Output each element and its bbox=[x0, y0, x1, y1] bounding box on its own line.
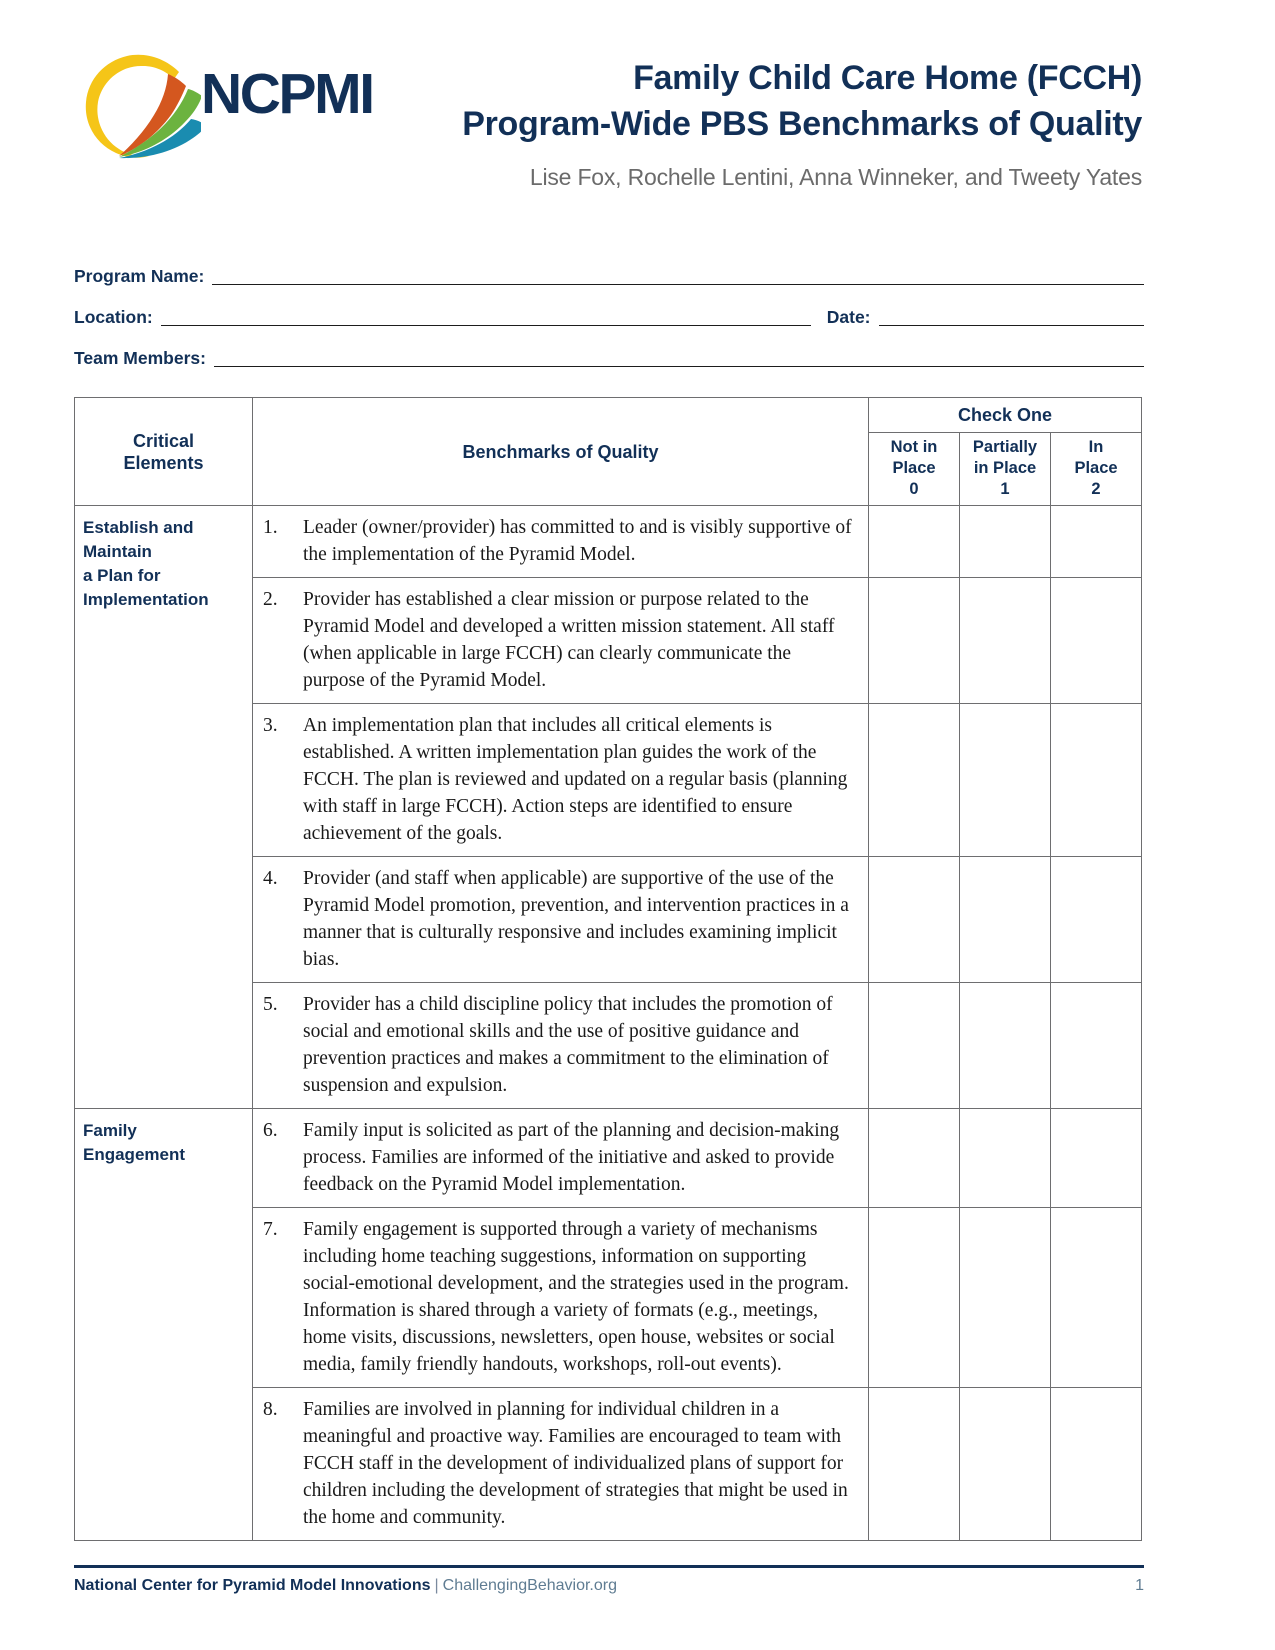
checkbox-not-in-place[interactable] bbox=[869, 1388, 960, 1541]
location-label: Location: bbox=[74, 307, 153, 327]
benchmark-number: 1. bbox=[263, 517, 278, 538]
header-critical-elements-line2: Elements bbox=[123, 452, 204, 473]
team-members-row bbox=[74, 330, 1144, 371]
checkbox-in-place[interactable] bbox=[1051, 1388, 1142, 1541]
date-input[interactable] bbox=[879, 324, 1144, 326]
header-partially-in-place-score: 1 bbox=[1000, 480, 1010, 498]
footer-separator: | bbox=[434, 1577, 439, 1594]
table-head bbox=[75, 398, 1142, 506]
checkbox-not-in-place[interactable] bbox=[869, 857, 960, 983]
benchmark-text: Family input is solicited as part of the planning and decision-making process. Families are informed of the initiative and asked to provide feedback on the Pyramid Model implementation. bbox=[303, 1120, 840, 1195]
element-line-2: Maintain bbox=[83, 542, 152, 561]
team-members-input[interactable] bbox=[214, 365, 1144, 367]
table-header-row-1 bbox=[75, 398, 1142, 433]
benchmark-cell bbox=[253, 704, 869, 857]
checkbox-in-place[interactable] bbox=[1051, 1109, 1142, 1208]
table-row bbox=[75, 1109, 1142, 1208]
title-line-1: Family Child Care Home (FCCH) bbox=[633, 59, 1142, 97]
header-partially-in-place bbox=[960, 433, 1051, 506]
table-row bbox=[75, 506, 1142, 578]
benchmark-text: Provider has established a clear mission or purpose related to the Pyramid Model and developed a written mission statement. All staff (when applicable in large FCCH) can clearly communicate the purpose of the Pyramid Model. bbox=[303, 589, 835, 691]
element-line-1: Family bbox=[83, 1121, 137, 1140]
team-members-label: Team Members: bbox=[74, 348, 206, 368]
header-check-one: Check One bbox=[869, 398, 1142, 433]
checkbox-partially-in-place[interactable] bbox=[960, 1208, 1051, 1388]
checkbox-not-in-place[interactable] bbox=[869, 983, 960, 1109]
header-partially-in-place-line2: in Place bbox=[973, 459, 1037, 477]
benchmark-cell bbox=[253, 506, 869, 578]
page-title bbox=[312, 55, 1142, 191]
benchmark-cell bbox=[253, 1208, 869, 1388]
title-line-2: Program-Wide PBS Benchmarks of Quality bbox=[462, 105, 1142, 143]
header-in-place-line2: Place bbox=[1074, 459, 1118, 477]
checkbox-partially-in-place[interactable] bbox=[960, 857, 1051, 983]
benchmark-cell bbox=[253, 1388, 869, 1541]
checkbox-in-place[interactable] bbox=[1051, 506, 1142, 578]
footer-credit bbox=[74, 1577, 617, 1595]
element-line-3: a Plan for bbox=[83, 566, 161, 585]
header-not-in-place-line1: Not in bbox=[890, 438, 938, 456]
ncpmi-logo-text: NCPMI bbox=[201, 62, 373, 126]
benchmark-text: Provider has a child discipline policy that includes the promotion of social and emotional skills and the use of positive guidance and prevention practices and makes a commitment to the elimination of suspension and expulsion. bbox=[303, 994, 833, 1096]
checkbox-partially-in-place[interactable] bbox=[960, 983, 1051, 1109]
header-in-place bbox=[1051, 433, 1142, 506]
header-benchmarks-of-quality: Benchmarks of Quality bbox=[253, 398, 869, 506]
checkbox-not-in-place[interactable] bbox=[869, 704, 960, 857]
element-establish-and-maintain bbox=[75, 506, 253, 1109]
authors-line: Lise Fox, Rochelle Lentini, Anna Winneker, and Tweety Yates bbox=[529, 164, 1142, 190]
location-input[interactable] bbox=[161, 324, 811, 326]
checkbox-partially-in-place[interactable] bbox=[960, 506, 1051, 578]
checkbox-in-place[interactable] bbox=[1051, 983, 1142, 1109]
program-name-input[interactable] bbox=[212, 283, 1144, 285]
element-family-engagement bbox=[75, 1109, 253, 1541]
benchmark-text: Families are involved in planning for individual children in a meaningful and proactive way. Families are encouraged to team with FCCH staff in the development of individualized plans of support for children including the development of strategies that might be used in the home and community. bbox=[303, 1399, 848, 1528]
checkbox-in-place[interactable] bbox=[1051, 578, 1142, 704]
checkbox-partially-in-place[interactable] bbox=[960, 1388, 1051, 1541]
benchmark-number: 3. bbox=[263, 715, 278, 736]
benchmark-number: 8. bbox=[263, 1399, 278, 1420]
header-critical-elements-line1: Critical bbox=[132, 430, 195, 451]
benchmark-text: Leader (owner/provider) has committed to and is visibly supportive of the implementation of the Pyramid Model. bbox=[303, 517, 852, 565]
header-in-place-line1: In bbox=[1088, 438, 1104, 456]
benchmark-cell bbox=[253, 578, 869, 704]
checkbox-not-in-place[interactable] bbox=[869, 578, 960, 704]
footer-page-number: 1 bbox=[1135, 1577, 1144, 1594]
benchmark-number: 7. bbox=[263, 1219, 278, 1240]
checkbox-not-in-place[interactable] bbox=[869, 506, 960, 578]
footer-website[interactable]: ChallengingBehavior.org bbox=[442, 1577, 617, 1594]
checkbox-in-place[interactable] bbox=[1051, 1208, 1142, 1388]
benchmark-number: 4. bbox=[263, 868, 278, 889]
checkbox-in-place[interactable] bbox=[1051, 704, 1142, 857]
checkbox-not-in-place[interactable] bbox=[869, 1208, 960, 1388]
page-header bbox=[0, 0, 1275, 230]
checkbox-not-in-place[interactable] bbox=[869, 1109, 960, 1208]
benchmark-number: 2. bbox=[263, 589, 278, 610]
benchmark-number: 5. bbox=[263, 994, 278, 1015]
form-fields bbox=[74, 248, 1144, 371]
table-body bbox=[75, 506, 1142, 1541]
header-critical-elements bbox=[75, 398, 253, 506]
header-partially-in-place-line1: Partially bbox=[972, 438, 1038, 456]
date-label: Date: bbox=[826, 307, 871, 327]
benchmarks-table bbox=[74, 397, 1142, 1541]
header-not-in-place-line2: Place bbox=[892, 459, 936, 477]
ncpmi-swoosh-logo-icon bbox=[83, 52, 201, 167]
footer-organization: National Center for Pyramid Model Innovations bbox=[74, 1577, 431, 1594]
element-line-4: Implementation bbox=[83, 590, 209, 609]
location-date-row bbox=[74, 289, 1144, 330]
checkbox-partially-in-place[interactable] bbox=[960, 578, 1051, 704]
checkbox-in-place[interactable] bbox=[1051, 857, 1142, 983]
checkbox-partially-in-place[interactable] bbox=[960, 704, 1051, 857]
footer-content bbox=[74, 1577, 1144, 1595]
benchmark-cell bbox=[253, 983, 869, 1109]
program-name-row bbox=[74, 248, 1144, 289]
footer-divider bbox=[74, 1565, 1144, 1568]
element-line-2: Engagement bbox=[83, 1145, 186, 1164]
element-line-1: Establish and bbox=[83, 518, 194, 537]
benchmark-text: Family engagement is supported through a variety of mechanisms including home teaching suggestions, information on supporting social-emotional development, and the strategies used in the program. Information is shared through a variety of formats (e.g., meetings, home visits, discussions, newsletters, open house, websites or social media, family friendly handouts, workshops, roll-out events). bbox=[303, 1219, 849, 1375]
benchmark-number: 6. bbox=[263, 1120, 278, 1141]
benchmark-text: An implementation plan that includes all critical elements is established. A written implementation plan guides the work of the FCCH. The plan is reviewed and updated on a regular basis (planning with staff in large FCCH). Action steps are identified to ensure achievement of the goals. bbox=[303, 715, 848, 844]
header-in-place-score: 2 bbox=[1091, 480, 1101, 498]
checkbox-partially-in-place[interactable] bbox=[960, 1109, 1051, 1208]
benchmark-cell bbox=[253, 1109, 869, 1208]
page-footer bbox=[74, 1565, 1144, 1595]
benchmark-text: Provider (and staff when applicable) are supportive of the use of the Pyramid Model promotion, prevention, and intervention practices in a manner that is culturally responsive and includes examining implicit bias. bbox=[303, 868, 849, 970]
benchmark-cell bbox=[253, 857, 869, 983]
header-not-in-place bbox=[869, 433, 960, 506]
header-not-in-place-score: 0 bbox=[909, 480, 919, 498]
program-name-label: Program Name: bbox=[74, 266, 205, 286]
